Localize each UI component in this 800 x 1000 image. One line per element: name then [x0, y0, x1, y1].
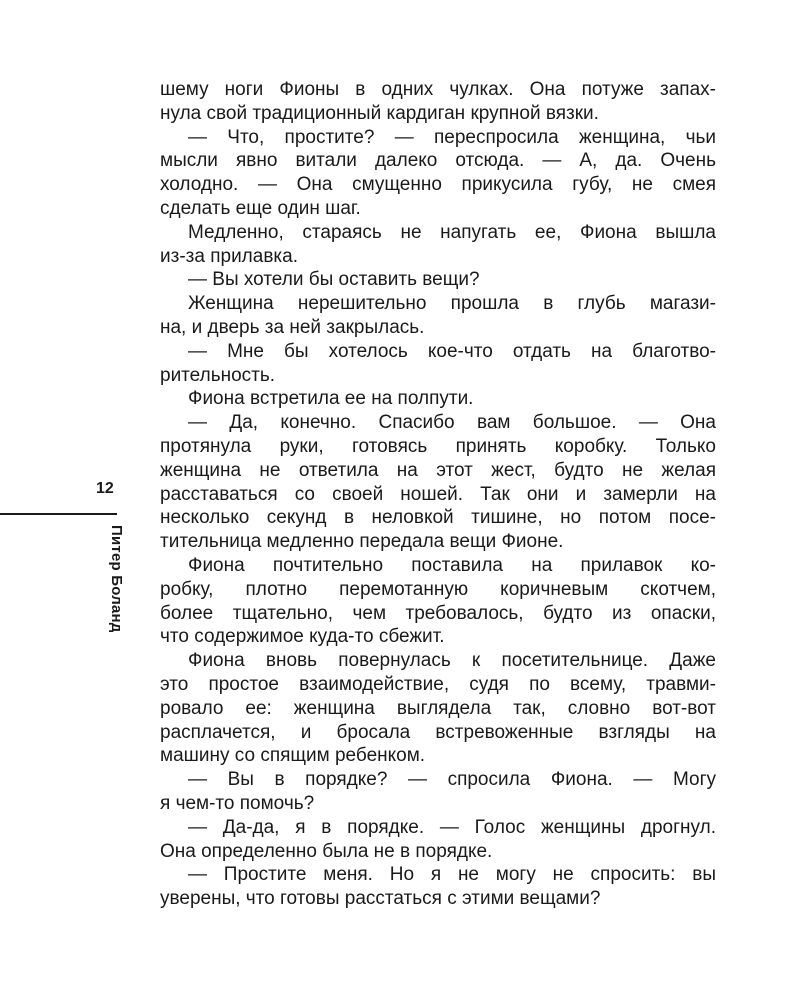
- text-line: Медленно, стараясь не напугать ее, Фиона вышла: [188, 221, 716, 243]
- text-line: робку, плотно перемотанную коричневым скотчем,: [160, 578, 716, 600]
- text-line: расставаться со своей ношей. Так они и замерли на: [160, 483, 716, 505]
- running-head-author: Питер Боланд: [108, 525, 125, 633]
- text-line: на, и дверь за ней закрылась.: [160, 316, 425, 338]
- text-line: холодно. — Она смущенно прикусила губу, не смея: [160, 174, 716, 196]
- text-line: — Простите меня. Но я не могу не спросить: вы: [188, 864, 716, 886]
- text-line: — Вы хотели бы оставить вещи?: [188, 269, 480, 291]
- text-line: ровало ее: женщина выглядела так, словно вот-вот: [160, 697, 716, 719]
- text-line: это простое взаимодействие, судя по всему, травми-: [160, 673, 716, 695]
- text-line: — Что, простите? — переспросила женщина, чьи: [188, 126, 716, 148]
- text-line: из-за прилавка.: [160, 245, 299, 267]
- text-line: я чем-то помочь?: [160, 792, 315, 814]
- text-line: — Да-да, я в порядке. — Голос женщины дрогнул.: [188, 816, 716, 838]
- text-line: расплачется, и бросала встревоженные взгляды на: [160, 721, 716, 743]
- text-line: нула свой традиционный кардиган крупной вязки.: [160, 102, 599, 124]
- text-line: — Вы в порядке? — спросила Фиона. — Могу: [188, 769, 716, 791]
- page-number: 12: [96, 480, 114, 497]
- body-text: [160, 78, 716, 911]
- text-line: тительница медленно передала вещи Фионе.: [160, 531, 564, 553]
- text-line: Фиона вновь повернулась к посетительнице. Даже: [188, 650, 716, 672]
- text-line: несколько секунд в неловкой тишине, но потом посе-: [160, 507, 716, 529]
- text-line: женщина не ответила на этот жест, будто не желая: [160, 459, 716, 481]
- text-line: шему ноги Фионы в одних чулках. Она потуже запах-: [160, 79, 716, 100]
- text-line: Она определенно была не в порядке.: [160, 840, 493, 862]
- text-line: — Да, конечно. Спасибо вам большое. — Она: [188, 412, 716, 434]
- text-line: протянула руки, готовясь принять коробку. Только: [160, 435, 716, 457]
- text-line: Фиона встретила ее на полпути.: [188, 388, 474, 410]
- text-line: — Мне бы хотелось кое-что отдать на благотво-: [188, 340, 716, 362]
- text-line: Женщина нерешительно прошла в глубь магази-: [188, 293, 716, 315]
- margin-rule: [0, 513, 117, 515]
- text-line: Фиона почтительно поставила на прилавок ко-: [188, 554, 716, 576]
- text-line: машину со спящим ребенком.: [160, 745, 426, 767]
- text-line: сделать еще один шаг.: [160, 197, 361, 219]
- text-line: мысли явно витали далеко отсюда. — А, да. Очень: [160, 150, 716, 172]
- text-line: рительность.: [160, 364, 276, 386]
- text-line: что содержимое куда-то сбежит.: [160, 626, 445, 648]
- text-line: более тщательно, чем требовалось, будто из опаски,: [160, 602, 716, 624]
- text-line: уверены, что готовы расстаться с этими вещами?: [160, 888, 601, 910]
